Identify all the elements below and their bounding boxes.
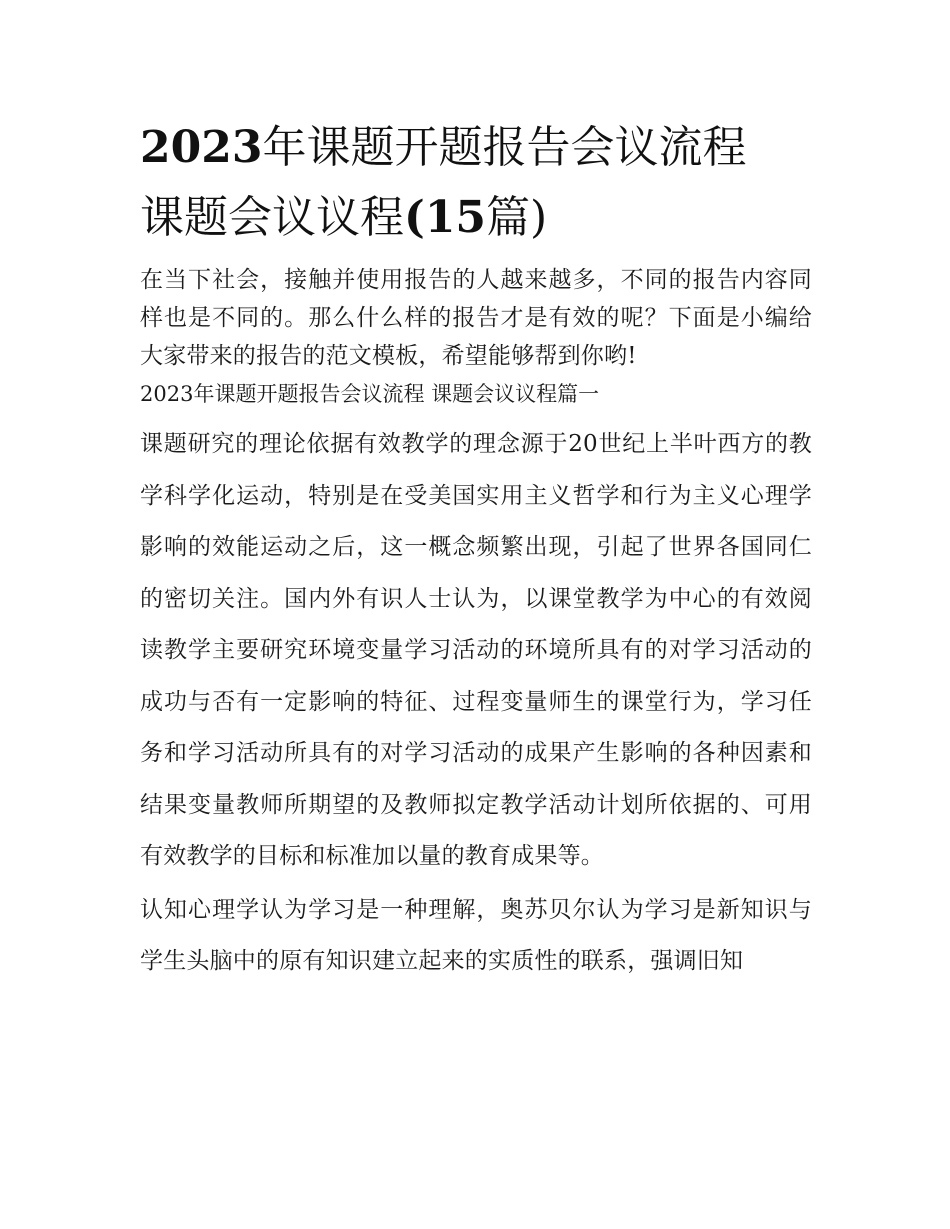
body-paragraph: 认知心理学认为学习是一种理解，奥苏贝尔认为学习是新知识与学生头脑中的原有知识建立起来的实质性的联系，强调旧知 [140,896,812,974]
title-line2-tail: 篇) [486,192,548,243]
section-heading: 2023年课题开题报告会议流程 课题会议议程篇一 [140,382,600,406]
title-count: (15 [404,192,487,243]
title-line2-text: 课题会议议程 [140,192,404,243]
intro-paragraph: 在当下社会，接触并使用报告的人越来越多，不同的报告内容同样也是不同的。那么什么样的报告才是有效的呢？下面是小编给大家带来的报告的范文模板，希望能够帮到你哟! [140,267,812,369]
document-title [140,113,812,253]
document-body [140,113,812,988]
body-paragraph: 课题研究的理论依据有效教学的理念源于20世纪上半叶西方的教学科学化运动，特别是在受美国实用主义哲学和行为主义心理学影响的效能运动之后，这一概念频繁出现，引起了世界各国同仁的密切关注。国内外有识人士认为，以课堂教学为中心的有效阅读教学主要研究环境变量学习活动的环境所具有的对学习活动的成功与否有一定影响的特征、过程变量师生的课堂行为，学习任务和学习活动所具有的对学习活动的成果产生影响的各种因素和结果变量教师所期望的及教师拟定教学活动计划所依据的、可用有效教学的目标和标准加以量的教育成果等。 [140,431,812,869]
title-year: 2023 [140,122,263,173]
title-line1-text: 年课题开题报告会议流程 [262,122,747,173]
